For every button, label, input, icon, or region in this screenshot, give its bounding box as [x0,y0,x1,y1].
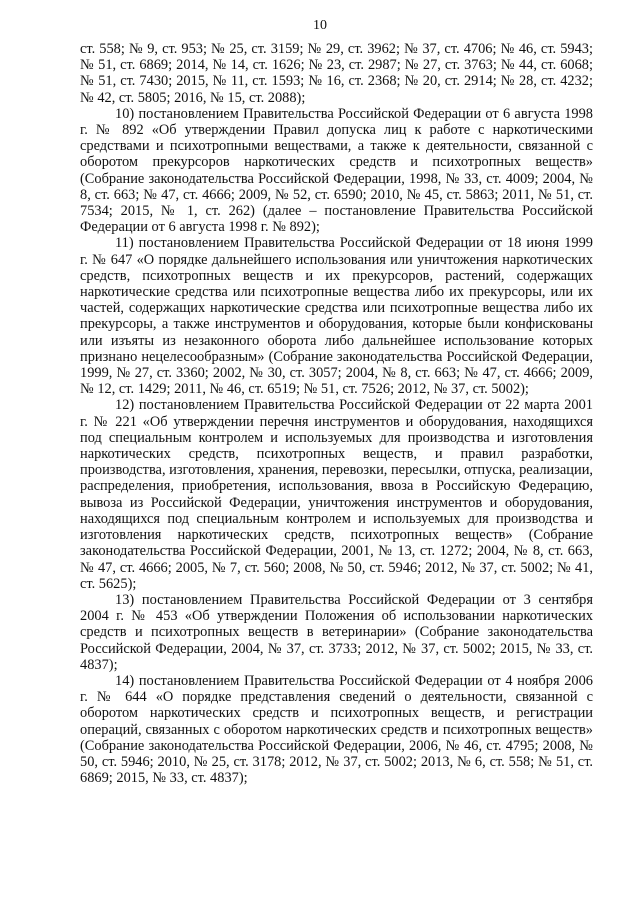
paragraph-item-14: 14) постановлением Правительства Российской Федерации от 4 ноября 2006 г. № 644 «О порядке представления сведений о деятельности, связанной с оборотом наркотических средств и психотропных веществ, и регистрации операций, связанных с оборотом наркотических средств и психотропных веществ» (Собрание законодательства Российской Федерации, 2006, № 46, ст. 4795; 2008, № 50, ст. 5946; 2010, № 25, ст. 3178; 2012, № 37, ст. 5002; 2013, № 6, ст. 558; № 51, ст. 6869; 2015, № 33, ст. 4837); [80,672,593,787]
paragraph-item-10: 10) постановлением Правительства Российской Федерации от 6 августа 1998 г. № 892 «Об утверждении Правил допуска лиц к работе с наркотическими средствами и психотропными веществами, а также к деятельности, связанной с оборотом прекурсоров наркотических средств и психотропных веществ» (Собрание законодательства Российской Федерации, 1998, № 33, ст. 4009; 2004, № 8, ст. 663; № 47, ст. 4666; 2009, № 52, ст. 6590; 2010, № 45, ст. 5863; 2011, № 51, ст. 7534; 2015, № 1, ст. 262) (далее – постановление Правительства Российской Федерации от 6 августа 1998 г. № 892); [80,105,593,236]
paragraph-continuation: ст. 558; № 9, ст. 953; № 25, ст. 3159; № 29, ст. 3962; № 37, ст. 4706; № 46, ст. 5943; № 51, ст. 6869; 2014, № 14, ст. 1626; № 23, ст. 2987; № 27, ст. 3763; № 44, ст. 6068; № 51, ст. 7430; 2015, № 11, ст. 1593; № 16, ст. 2368; № 20, ст. 2914; № 28, ст. 4232; № 42, ст. 5805; 2016, № 15, ст. 2088); [80,41,593,106]
paragraph-item-12: 12) постановлением Правительства Российской Федерации от 22 марта 2001 г. № 221 «Об утверждении перечня инструментов и оборудования, находящихся под специальным контролем и используемых для производства и изготовления наркотических средств, психотропных веществ, и правил разработки, производства, изготовления, хранения, перевозки, пересылки, отпуска, реализации, распределения, приобретения, использования, ввоза в Российскую Федерацию, вывоза из Российской Федерации, уничтожения инструментов и оборудования, находящихся под специальным контролем и используемых для производства и изготовления наркотических средств, психотропных веществ» (Собрание законодательства Российской Федерации, 2001, № 13, ст. 1272; 2004, № 8, ст. 663, № 47, ст. 4666; 2005, № 7, ст. 560; 2008, № 50, ст. 5946; 2012, № 37, ст. 5002; № 41, ст. 5625); [80,397,593,592]
paragraph-item-11: 11) постановлением Правительства Российской Федерации от 18 июня 1999 г. № 647 «О порядке дальнейшего использования или уничтожения наркотических средств, психотропных веществ и их прекурсоров, растений, содержащих наркотические средства или психотропные вещества либо их прекурсоры, или их частей, содержащих наркотические средства или психотропные вещества либо их прекурсоры, а также инструментов и оборудования, которые были конфискованы или изъяты из незаконного оборота либо дальнейшее использование которых признано нецелесообразным» (Собрание законодательства Российской Федерации, 1999, № 27, ст. 3360; 2002, № 30, ст. 3057; 2004, № 8, ст. 663; № 47, ст. 4666; 2009, № 12, ст. 1429; 2011, № 46, ст. 6519; № 51, ст. 7526; 2012, № 37, ст. 5002); [80,235,593,398]
page-number: 10 [313,18,327,33]
paragraph-item-13: 13) постановлением Правительства Российской Федерации от 3 сентября 2004 г. № 453 «Об утверждении Положения об использовании наркотических средств и психотропных веществ в ветеринарии» (Собрание законодательства Российской Федерации, 2004, № 37, ст. 3733; 2012, № 37, ст. 5002; 2015, № 33, ст. 4837); [80,591,593,673]
document-body [80,41,593,786]
